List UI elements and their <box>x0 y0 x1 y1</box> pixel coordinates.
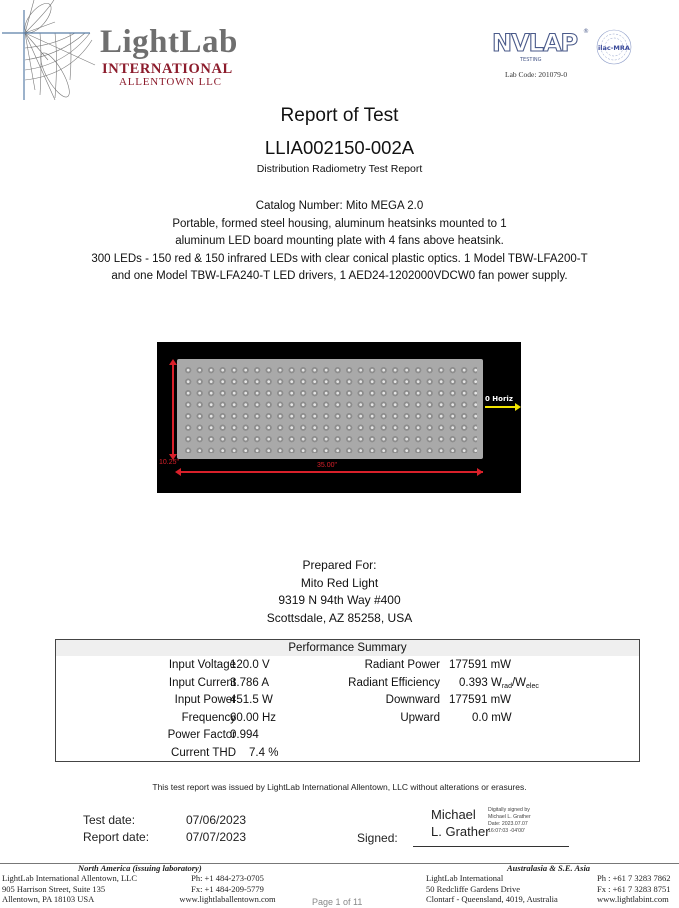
current-thd-label: Current THD <box>171 746 236 759</box>
client-address-line2: Scottsdale, AZ 85258, USA <box>266 610 413 625</box>
na-phone: Ph: +1 484-273-0705 <box>191 873 264 883</box>
signature-last-name: L. Grather <box>431 824 490 839</box>
na-website-link[interactable]: www.lightlaballentown.com <box>179 894 276 904</box>
power-factor-value: 0.994 <box>230 729 259 741</box>
report-date-value: 07/07/2023 <box>186 830 247 844</box>
signature-meta-line: Digitally signed by <box>488 807 530 813</box>
client-name: Mito Red Light <box>300 575 379 590</box>
prepared-for <box>0 557 679 627</box>
north-america-address <box>2 873 137 905</box>
upward-value: 0.0 mW <box>472 711 512 724</box>
performance-summary-table <box>55 639 640 762</box>
orientation-label: 0 Horiz <box>485 395 513 403</box>
led-array <box>183 365 477 453</box>
radiant-power-value: 177591 mW <box>449 659 512 671</box>
issued-statement: This test report was issued by LightLab International Allentown, LLC without alterations or erasures. <box>152 782 527 792</box>
power-factor-label: Power Factor <box>167 729 236 741</box>
test-date-label: Test date: <box>83 813 136 827</box>
catalog-number: Catalog Number: Mito MEGA 2.0 <box>255 200 424 212</box>
frequency-label: Frequency <box>181 711 236 724</box>
description-line: Portable, formed steel housing, aluminum heatsinks mounted to 1 <box>172 217 507 230</box>
description-line: and one Model TBW-LFA240-T LED drivers, 1 AED24-1202000VDCW0 fan power supply. <box>111 270 568 282</box>
australasia-contact <box>597 873 671 905</box>
led-panel <box>177 359 483 459</box>
test-date-value: 07/06/2023 <box>186 813 247 827</box>
width-dimension-label: 35.00" <box>317 462 338 469</box>
downward-value: 177591 mW <box>449 694 512 706</box>
input-voltage-label: Input Voltage <box>168 659 236 671</box>
description-line: 300 LEDs - 150 red & 150 infrared LEDs with clear conical plastic optics. 1 Model TBW-LFA200-T <box>91 252 588 265</box>
signature-meta-line: Date: 2023.07.07 <box>488 821 528 827</box>
input-power-label: Input Power <box>174 694 236 706</box>
report-id: LLIA002150-002A <box>264 137 415 158</box>
na-city: Allentown, PA 18103 USA <box>2 894 95 904</box>
width-dimension-arrow <box>177 471 483 473</box>
au-city: Clontarf - Queensland, 4019, Australia <box>426 894 558 904</box>
signed-label: Signed: <box>357 831 398 845</box>
svg-text:NVLAP: NVLAP <box>492 29 578 57</box>
au-phone: Ph : +61 7 3283 7862 <box>597 873 671 883</box>
current-thd-value: 7.4 % <box>249 746 279 759</box>
north-america-contact <box>165 873 290 905</box>
height-dimension-arrow <box>172 362 174 456</box>
au-street: 50 Redcliffe Gardens Drive <box>426 883 521 894</box>
frequency-value: 60.00 Hz <box>230 711 277 724</box>
australasia-heading: Australasia & S.E. Asia <box>507 863 591 873</box>
arrow-up-icon <box>169 359 177 365</box>
lightlab-logo-graphic <box>0 0 100 100</box>
au-company: LightLab International <box>426 873 504 883</box>
north-america-heading: North America (issuing laboratory) <box>78 863 202 873</box>
signature-first-name: Michael <box>431 807 476 822</box>
downward-label: Downward <box>385 694 440 706</box>
lab-code: Lab Code: 201079-0 <box>505 70 568 79</box>
product-description <box>0 198 679 286</box>
lightlab-logo-allentown: ALLENTOWN LLC <box>119 76 222 88</box>
nvlap-testing-label: TESTING <box>520 57 542 63</box>
signature-meta-line: 16:07:03 -04'00' <box>488 828 525 834</box>
horizontal-orientation-arrow <box>485 406 517 408</box>
description-line: aluminum LED board mounting plate with 4 fans above heatsink. <box>175 235 504 247</box>
digital-signature-name <box>431 806 490 840</box>
arrow-right-icon <box>515 403 521 411</box>
report-title: Report of Test <box>280 105 399 126</box>
lightlab-logo-international: INTERNATIONAL <box>102 61 233 77</box>
height-dimension-label: 10.25" <box>159 459 180 466</box>
arrow-left-icon <box>175 468 181 476</box>
svg-text:®: ® <box>583 28 589 35</box>
input-current-value: 3.786 A <box>230 676 270 689</box>
performance-summary-title: Performance Summary <box>56 640 639 656</box>
australasia-address <box>426 873 558 905</box>
nvlap-ilac-logo <box>492 25 642 73</box>
signature-meta-line: Michael L. Grather <box>488 814 531 820</box>
input-power-value: 451.5 W <box>230 694 273 706</box>
na-fax: Fx: +1 484-209-5779 <box>191 883 264 894</box>
au-fax: Fx : +61 7 3283 8751 <box>597 883 671 894</box>
client-address-line1: 9319 N 94th Way #400 <box>278 593 401 607</box>
na-company: LightLab International Allentown, LLC <box>2 873 138 883</box>
au-website-link[interactable]: www.lightlabint.com <box>597 894 669 904</box>
signature-line <box>413 846 569 847</box>
product-photo <box>157 342 521 493</box>
lightlab-logo-name: LightLab <box>100 24 238 60</box>
input-current-label: Input Current <box>168 676 236 689</box>
radiant-power-label: Radiant Power <box>364 659 440 671</box>
input-voltage-value: 120.0 V <box>230 659 270 671</box>
digital-signature-details <box>488 807 531 835</box>
report-date-label: Report date: <box>83 830 150 844</box>
svg-text:ilac-MRA: ilac-MRA <box>598 44 630 52</box>
report-type: Distribution Radiometry Test Report <box>256 163 423 175</box>
arrow-right-icon <box>477 468 483 476</box>
na-street: 905 Harrison Street, Suite 135 <box>2 883 106 894</box>
page-number: Page 1 of 11 <box>312 897 363 907</box>
radiant-efficiency-label: Radiant Efficiency <box>348 676 440 689</box>
upward-label: Upward <box>400 711 440 724</box>
radiant-efficiency-value: 0.393 $W_{rad}/W_{elec}$ <box>459 676 539 690</box>
prepared-for-heading: Prepared For: <box>302 558 377 572</box>
